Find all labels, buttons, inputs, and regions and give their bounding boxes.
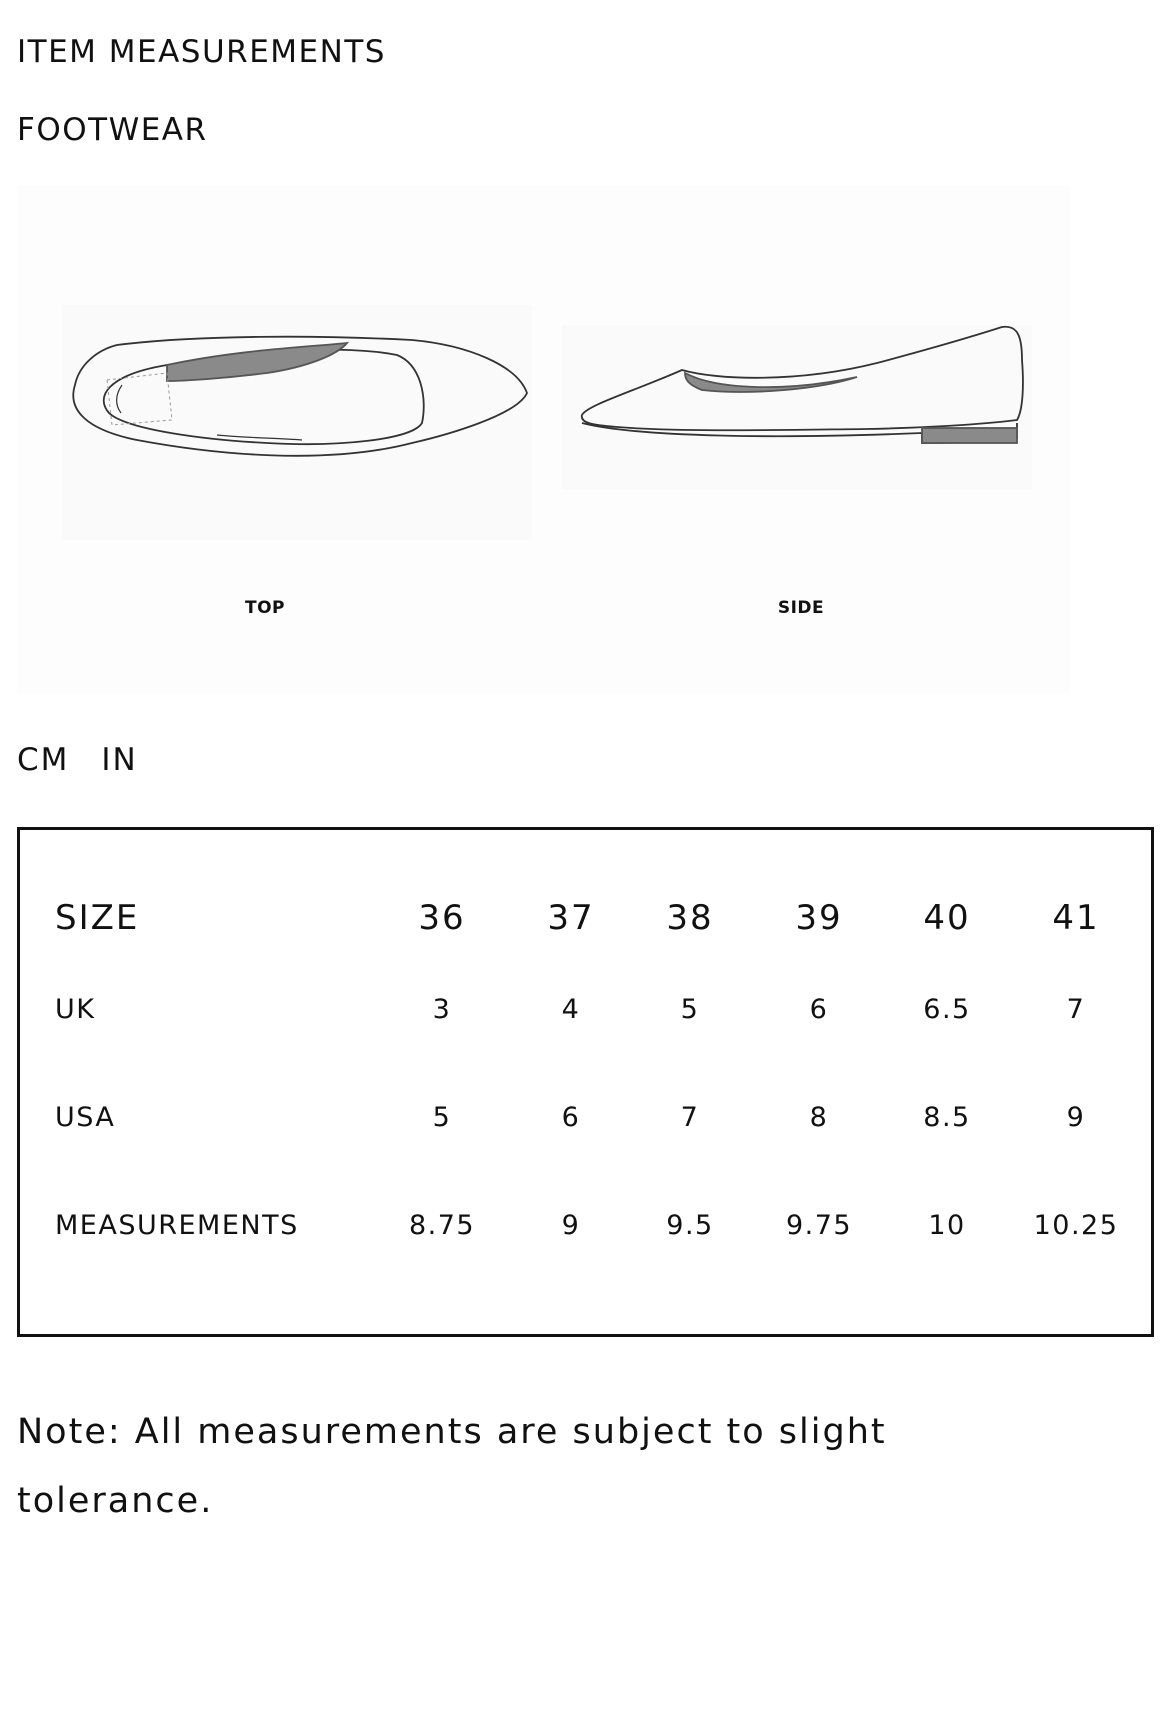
table-cell: 8.75	[408, 1209, 476, 1241]
side-view-panel	[562, 325, 1032, 490]
size-chart	[17, 827, 1154, 1337]
size-value: 38	[666, 897, 714, 938]
shoe-illustration	[17, 185, 1070, 693]
size-value: 40	[923, 897, 971, 938]
size-header-label: SIZE	[55, 897, 140, 938]
unit-toggle	[17, 740, 138, 780]
unit-cm-button[interactable]: CM	[17, 742, 70, 778]
size-value: 41	[1052, 897, 1100, 938]
table-cell: 7	[1066, 993, 1086, 1025]
table-cell: 9	[1066, 1101, 1086, 1133]
section-title: FOOTWEAR	[17, 112, 208, 148]
table-cell: 4	[561, 993, 581, 1025]
size-table	[55, 880, 1151, 1279]
size-header-row	[55, 880, 1151, 955]
table-cell: 9.75	[785, 1209, 853, 1241]
table-cell: 10.25	[1033, 1209, 1119, 1241]
size-value: 37	[547, 897, 595, 938]
tolerance-note: Note: All measurements are subject to slight tolerance.	[17, 1412, 887, 1521]
side-view-label: SIDE	[777, 598, 825, 618]
table-cell: 5	[432, 1101, 452, 1133]
table-row-usa	[55, 1063, 1151, 1171]
top-view-label: TOP	[244, 598, 286, 618]
table-cell: 10	[928, 1209, 966, 1241]
row-label: UK	[55, 993, 96, 1025]
shoe-diagram	[17, 185, 1070, 693]
table-row-uk	[55, 955, 1151, 1063]
size-value: 36	[418, 897, 466, 938]
row-label: USA	[55, 1101, 116, 1133]
table-cell: 7	[680, 1101, 700, 1133]
table-cell: 6	[561, 1101, 581, 1133]
table-cell: 8.5	[923, 1101, 971, 1133]
table-cell: 9	[561, 1209, 581, 1241]
page-title: ITEM MEASUREMENTS	[17, 34, 386, 70]
table-cell: 8	[809, 1101, 829, 1133]
table-cell: 3	[432, 993, 452, 1025]
row-label: MEASUREMENTS	[55, 1209, 299, 1241]
size-value: 39	[795, 897, 843, 938]
top-view-panel	[62, 305, 532, 540]
table-cell: 5	[680, 993, 700, 1025]
table-cell: 6.5	[923, 993, 971, 1025]
table-row-measurements	[55, 1171, 1151, 1279]
table-cell: 6	[809, 993, 829, 1025]
unit-in-button[interactable]: IN	[101, 742, 138, 778]
table-cell: 9.5	[666, 1209, 714, 1241]
